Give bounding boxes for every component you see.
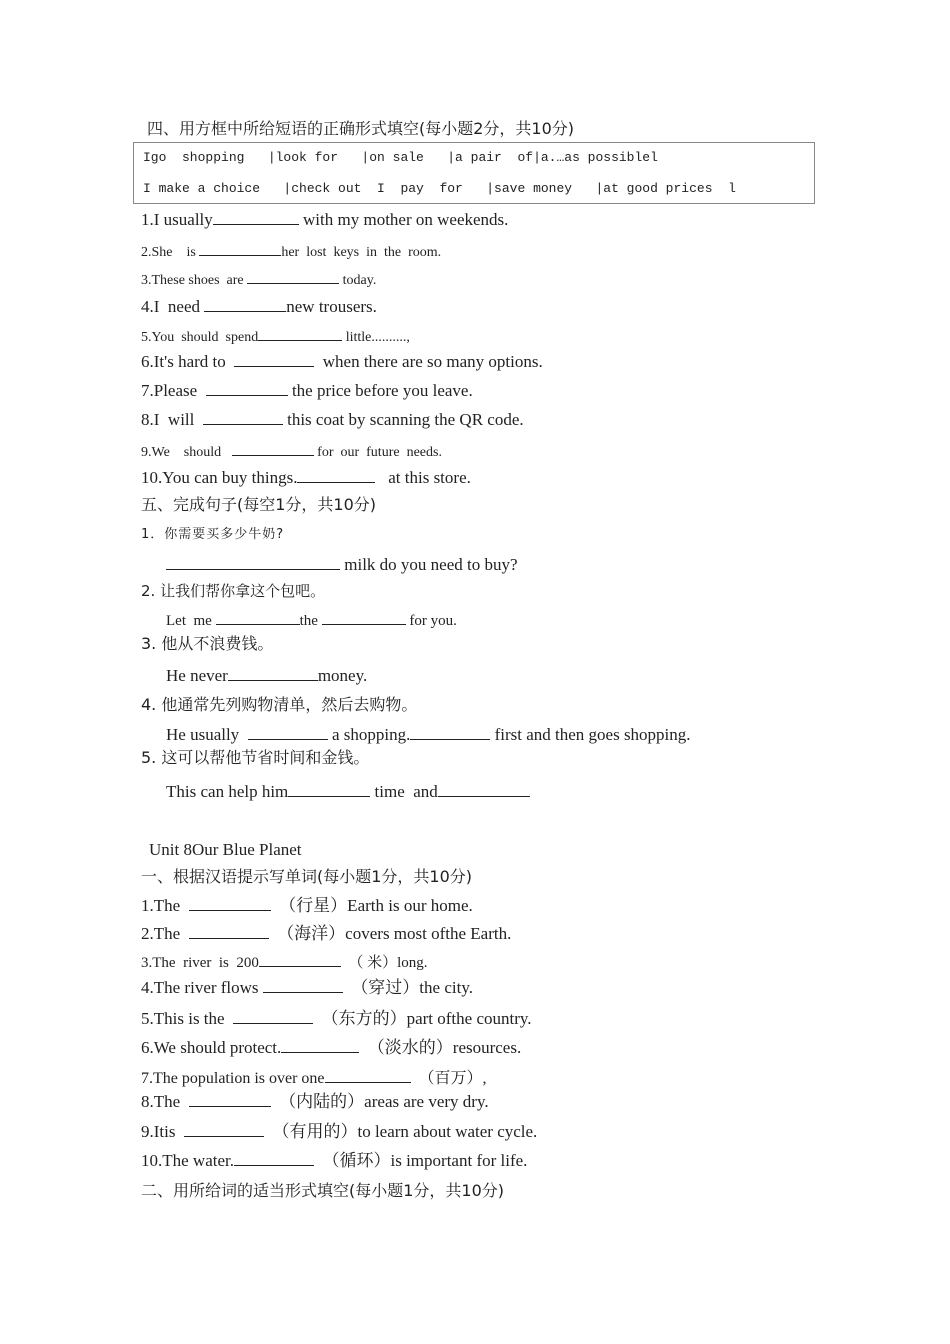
answer-blank[interactable] (322, 610, 406, 625)
unit8-title: Unit 8Our Blue Planet (149, 840, 302, 859)
s5-q1-chinese: 1．你需要买多少牛奶? (141, 527, 285, 542)
answer-blank[interactable] (288, 782, 370, 797)
answer-blank[interactable] (281, 1038, 359, 1053)
s4-question-7: 7.Please the price before you leave. (141, 381, 473, 400)
s5-q1-english: milk do you need to buy? (166, 555, 518, 575)
s4-question-8: 8.I will this coat by scanning the QR code. (141, 410, 524, 429)
answer-blank[interactable] (189, 896, 271, 911)
answer-blank[interactable] (297, 468, 375, 483)
u8-question-3: 3.The river is 200 （ 米）long. (141, 952, 428, 972)
answer-blank[interactable] (247, 269, 339, 284)
answer-blank[interactable] (204, 297, 286, 312)
s4-question-4: 4.I need new trousers. (141, 297, 377, 316)
s4-question-5: 5.You should spend little.........., (141, 326, 410, 346)
s5-q5-english: This can help him time and (166, 782, 530, 802)
s5-q4-chinese: 4. 他通常先列购物清单，然后去购物。 (141, 695, 418, 714)
u8-question-7: 7.The population is over one （百万）, (141, 1070, 487, 1087)
s4-question-2: 2.She is her lost keys in the room. (141, 241, 441, 261)
answer-blank[interactable] (189, 924, 269, 939)
s5-q3-chinese: 3. 他从不浪费钱。 (141, 634, 274, 653)
answer-blank[interactable] (263, 978, 343, 993)
answer-blank[interactable] (216, 610, 300, 625)
s5-q4-english: He usually a shopping. first and then goes shopping. (166, 725, 691, 744)
u8-question-10: 10.The water. （循环）is important for life. (141, 1151, 528, 1170)
phrase-box-row-1: Igo shopping |look for |on sale |a pair of|a.…as possiblel (143, 150, 658, 165)
s5-q5-chinese: 5. 这可以帮他节省时间和金钱。 (141, 748, 370, 767)
s4-question-3: 3.These shoes are today. (141, 269, 376, 289)
s5-q2-english: Let me the for you. (166, 610, 457, 630)
s4-question-9: 9.We should for our future needs. (141, 441, 442, 461)
section5-heading: 五、完成句子(每空1分，共10分) (141, 495, 377, 514)
phrase-box (133, 142, 815, 204)
answer-blank[interactable] (234, 1151, 314, 1166)
answer-blank[interactable] (234, 352, 314, 367)
answer-blank[interactable] (233, 1009, 313, 1024)
s4-question-10: 10.You can buy things. at this store. (141, 468, 471, 487)
answer-blank[interactable] (206, 381, 288, 396)
answer-blank[interactable] (232, 441, 314, 456)
u8-question-4: 4.The river flows （穿过）the city. (141, 978, 473, 997)
answer-blank[interactable] (166, 555, 340, 570)
u8-question-9: 9.Itis （有用的）to learn about water cycle. (141, 1122, 538, 1141)
answer-blank[interactable] (189, 1092, 271, 1107)
phrase-box-row-2: I make a choice |check out I pay for |save money |at good prices l (143, 181, 736, 196)
answer-blank[interactable] (259, 952, 341, 967)
answer-blank[interactable] (258, 326, 342, 341)
section4-heading: 四、用方框中所给短语的正确形式填空(每小题2分，共10分) (147, 119, 575, 138)
u8-question-1: 1.The （行星）Earth is our home. (141, 896, 473, 915)
u8-question-6: 6.We should protect. （淡水的）resources. (141, 1038, 522, 1057)
s5-q2-chinese: 2. 让我们帮你拿这个包吧。 (141, 582, 326, 600)
answer-blank[interactable] (203, 410, 283, 425)
answer-blank[interactable] (248, 725, 328, 740)
unit8-part2-heading: 二、用所给词的适当形式填空(每小题1分，共10分) (141, 1181, 505, 1200)
answer-blank[interactable] (228, 666, 318, 681)
s4-question-1: 1.I usually with my mother on weekends. (141, 210, 509, 229)
answer-blank[interactable] (199, 241, 281, 256)
answer-blank[interactable] (325, 1068, 411, 1083)
answer-blank[interactable] (213, 210, 299, 225)
unit8-part1-heading: 一、根据汉语提示写单词(每小题1分，共10分) (141, 867, 473, 886)
u8-question-5: 5.This is the （东方的）part ofthe country. (141, 1009, 532, 1028)
s5-q3-english: He never money. (166, 666, 368, 685)
answer-blank[interactable] (184, 1122, 264, 1137)
s4-question-6: 6.It's hard to when there are so many options. (141, 352, 543, 371)
u8-question-8: 8.The （内陆的）areas are very dry. (141, 1092, 489, 1111)
answer-blank[interactable] (438, 782, 530, 797)
u8-question-2: 2.The （海洋）covers most ofthe Earth. (141, 924, 512, 943)
answer-blank[interactable] (410, 725, 490, 740)
